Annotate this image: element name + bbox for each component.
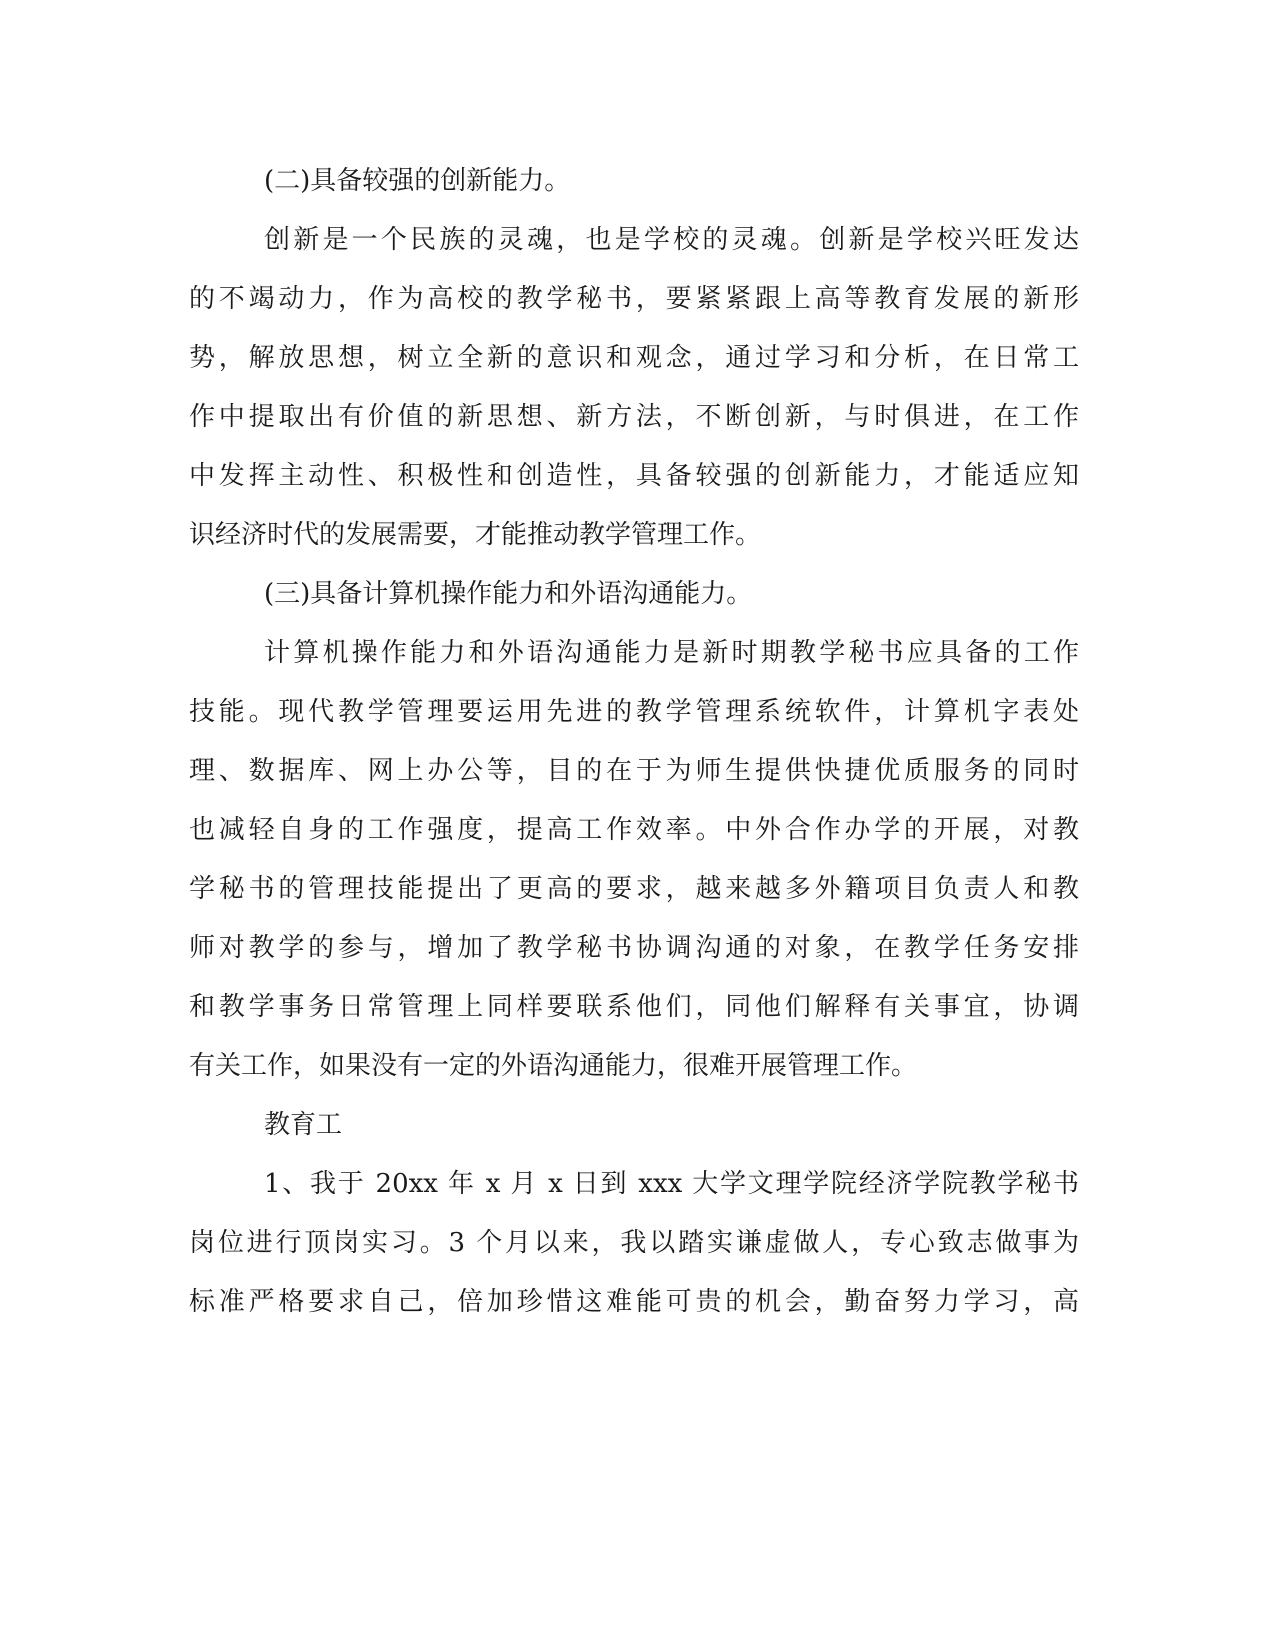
- paragraph-line: 的不竭动力，作为高校的教学秘书，要紧紧跟上高等教育发展的新形: [189, 284, 1079, 314]
- section-heading-education: 教育工: [264, 1110, 343, 1140]
- paragraph-line: 岗位进行顶岗实习。3 个月以来，我以踏实谦虚做人，专心致志做事为: [189, 1228, 1079, 1258]
- paragraph-line: 势，解放思想，树立全新的意识和观念，通过学习和分析，在日常工: [189, 343, 1079, 373]
- paragraph-line: 中发挥主动性、积极性和创造性，具备较强的创新能力，才能适应知: [189, 461, 1079, 491]
- paragraph-line: 有关工作，如果没有一定的外语沟通能力，很难开展管理工作。: [189, 1051, 918, 1081]
- paragraph-line: 学秘书的管理技能提出了更高的要求，越来越多外籍项目负责人和教: [189, 874, 1079, 904]
- paragraph-line: 和教学事务日常管理上同样要联系他们，同他们解释有关事宜，协调: [189, 992, 1079, 1022]
- paragraph-line: 识经济时代的发展需要，才能推动教学管理工作。: [189, 520, 762, 550]
- paragraph-line: 理、数据库、网上办公等，目的在于为师生提供快捷优质服务的同时: [189, 756, 1079, 786]
- section-heading-2: (二)具备较强的创新能力。: [264, 166, 571, 196]
- paragraph-line: 创新是一个民族的灵魂，也是学校的灵魂。创新是学校兴旺发达: [264, 225, 1079, 255]
- paragraph-line: 技能。现代教学管理要运用先进的教学管理系统软件，计算机字表处: [189, 697, 1079, 727]
- paragraph-line: 1、我于 20xx 年 x 月 x 日到 xxx 大学文理学院经济学院教学秘书: [264, 1169, 1079, 1199]
- section-heading-3: (三)具备计算机操作能力和外语沟通能力。: [264, 579, 753, 609]
- paragraph-line: 标准严格要求自己，倍加珍惜这难能可贵的机会，勤奋努力学习，高: [189, 1287, 1079, 1317]
- paragraph-line: 作中提取出有价值的新思想、新方法，不断创新，与时俱进，在工作: [189, 402, 1079, 432]
- paragraph-line: 也减轻自身的工作强度，提高工作效率。中外合作办学的开展，对教: [189, 815, 1079, 845]
- paragraph-line: 计算机操作能力和外语沟通能力是新时期教学秘书应具备的工作: [264, 638, 1079, 668]
- paragraph-line: 师对教学的参与，增加了教学秘书协调沟通的对象，在教学任务安排: [189, 933, 1079, 963]
